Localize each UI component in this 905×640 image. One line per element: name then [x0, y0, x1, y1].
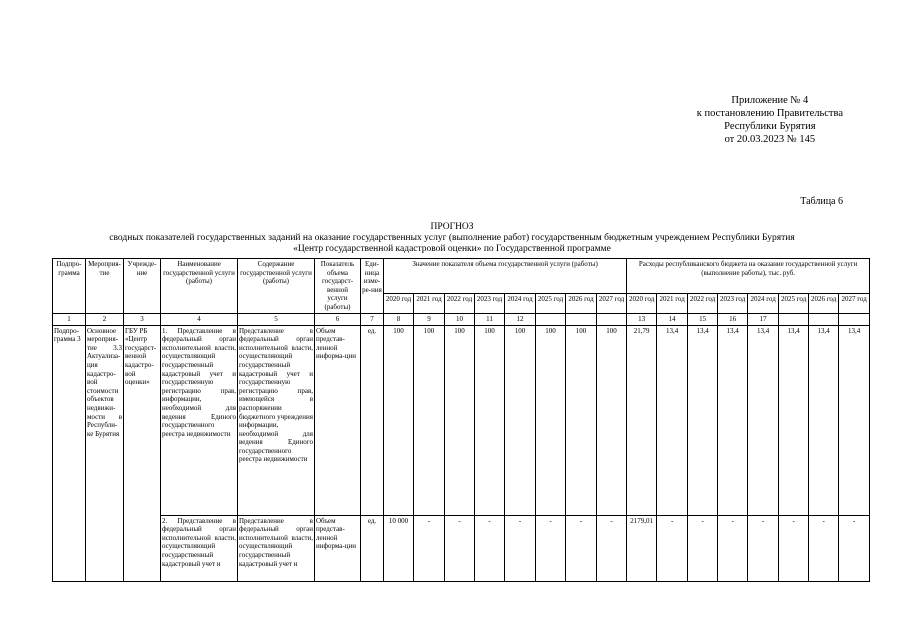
appendix-line-3: Республики Бурятия: [724, 121, 816, 132]
header-expense-year: 2027 год: [839, 293, 870, 313]
header-unit: Еди-ница изме-ре-ния: [361, 259, 384, 314]
cell-expense: 13,4: [657, 325, 688, 515]
column-number: 16: [718, 313, 748, 325]
title-line-1: ПРОГНОЗ: [430, 222, 474, 232]
header-volume-year: 2022 год: [445, 293, 475, 313]
cell-volume: 100: [536, 325, 566, 515]
cell-expense: -: [779, 515, 809, 581]
cell-volume: -: [445, 515, 475, 581]
appendix-line-1: Приложение № 4: [731, 95, 809, 106]
cell-institution: ГБУ РБ «Центр государст-венной кадастро-вой оценки»: [124, 325, 161, 581]
cell-volume: 100: [505, 325, 536, 515]
column-number: [839, 313, 870, 325]
header-subprogram: Подпро-грамма: [53, 259, 86, 314]
cell-volume: 100: [597, 325, 627, 515]
cell-service-content: Представление в федеральный орган исполнительной власти, осуществляющий государственный кадастровый учет и: [238, 515, 315, 581]
column-number: 2: [86, 313, 124, 325]
document-title: [52, 222, 852, 255]
column-number: 14: [657, 313, 688, 325]
cell-unit: ед.: [361, 515, 384, 581]
cell-volume: 100: [384, 325, 414, 515]
header-volume-year: 2026 год: [566, 293, 597, 313]
header-expense-year: 2022 год: [688, 293, 718, 313]
column-number: 10: [445, 313, 475, 325]
cell-expense: -: [839, 515, 870, 581]
title-line-3: «Центр государственной кадастровой оценки» по Государственной программе: [293, 244, 611, 254]
column-number: 17: [748, 313, 779, 325]
column-number: 3: [124, 313, 161, 325]
header-expense-group: Расходы республиканского бюджета на оказание государственной услуги (выполнение работы), тыс. руб.: [627, 259, 870, 294]
cell-expense: -: [748, 515, 779, 581]
header-institution: Учрежде-ние: [124, 259, 161, 314]
cell-subprogram: Подпро-грамма 3: [53, 325, 86, 581]
column-number: [809, 313, 839, 325]
cell-volume: -: [566, 515, 597, 581]
cell-volume: 100: [566, 325, 597, 515]
column-number: [566, 313, 597, 325]
cell-expense: -: [657, 515, 688, 581]
cell-measure: Основное мероприя-тие 3.3 Актуализа-ция кадастро-вой стоимости объектов недвижи-мости в Республи-ке Бурятия: [86, 325, 124, 581]
column-number: 7: [361, 313, 384, 325]
cell-volume: -: [536, 515, 566, 581]
cell-volume: 10 000: [384, 515, 414, 581]
cell-indicator: Объем представ-ленной информа-ции: [315, 515, 361, 581]
column-number: 6: [315, 313, 361, 325]
cell-expense: 2179,01: [627, 515, 657, 581]
cell-volume: 100: [475, 325, 505, 515]
header-expense-year: 2021 год: [657, 293, 688, 313]
cell-expense: -: [809, 515, 839, 581]
cell-volume: -: [505, 515, 536, 581]
cell-expense: 13,4: [718, 325, 748, 515]
cell-expense: 13,4: [809, 325, 839, 515]
header-volume-year: 2027 год: [597, 293, 627, 313]
cell-expense: -: [688, 515, 718, 581]
cell-expense: 13,4: [748, 325, 779, 515]
column-number: 8: [384, 313, 414, 325]
column-number: 13: [627, 313, 657, 325]
column-number: 15: [688, 313, 718, 325]
header-row-1: [53, 259, 870, 294]
cell-service-name: 1. Представление в федеральный орган исполнительной власти, осуществляющий государственный кадастровый учет и государственную регистрацию прав, информации, необходимой для ведения Единого государственного реестра недвижимости: [161, 325, 238, 515]
cell-expense: 13,4: [779, 325, 809, 515]
header-volume-year: 2020 год: [384, 293, 414, 313]
header-volume-year: 2025 год: [536, 293, 566, 313]
header-expense-year: 2020 год: [627, 293, 657, 313]
column-number: [779, 313, 809, 325]
cell-expense: 13,4: [839, 325, 870, 515]
cell-service-name: 2. Представление в федеральный орган исполнительной власти, осуществляющий государственный кадастровый учет и: [161, 515, 238, 581]
header-indicator: Показатель объема государст-венной услуги (работы): [315, 259, 361, 314]
header-expense-year: 2026 год: [809, 293, 839, 313]
column-number: 9: [414, 313, 445, 325]
appendix-block: [697, 94, 843, 146]
column-number: [597, 313, 627, 325]
header-expense-year: 2023 год: [718, 293, 748, 313]
header-volume-year: 2024 год: [505, 293, 536, 313]
column-number: 1: [53, 313, 86, 325]
forecast-table: [52, 258, 870, 582]
cell-volume: 100: [445, 325, 475, 515]
header-volume-year: 2023 год: [475, 293, 505, 313]
header-service-content: Содержание государственной услуги (работы): [238, 259, 315, 314]
column-number: 4: [161, 313, 238, 325]
cell-unit: ед.: [361, 325, 384, 515]
header-volume-group: Значение показателя объема государственной услуги (работы): [384, 259, 627, 294]
cell-expense: 21,79: [627, 325, 657, 515]
table-row: [53, 515, 870, 581]
title-line-2: сводных показателей государственных заданий на оказание государственных услуг (выполнение работ) государственным бюджетным учреждением Республики Бурятия: [109, 233, 795, 243]
column-number-row: [53, 313, 870, 325]
cell-volume: -: [475, 515, 505, 581]
header-measure: Мероприя-тие: [86, 259, 124, 314]
cell-volume: 100: [414, 325, 445, 515]
header-service-name: Наименование государственной услуги (работы): [161, 259, 238, 314]
cell-volume: -: [597, 515, 627, 581]
column-number: 11: [475, 313, 505, 325]
column-number: 12: [505, 313, 536, 325]
cell-expense: -: [718, 515, 748, 581]
appendix-line-4: от 20.03.2023 № 145: [724, 134, 816, 145]
table-row: [53, 325, 870, 515]
cell-volume: -: [414, 515, 445, 581]
column-number: [536, 313, 566, 325]
header-expense-year: 2025 год: [779, 293, 809, 313]
cell-service-content: Представление в федеральный орган исполнительной власти, осуществляющий государственный кадастровый учет и государственную регистрацию прав, имеющейся в распоряжении бюджетного учреждения информации, необходимой для ведения Единого государственного реестра недвижимости: [238, 325, 315, 515]
header-expense-year: 2024 год: [748, 293, 779, 313]
cell-indicator: Объем представ-ленной информа-ции: [315, 325, 361, 515]
appendix-line-2: к постановлению Правительства: [696, 108, 843, 119]
column-number: 5: [238, 313, 315, 325]
cell-expense: 13,4: [688, 325, 718, 515]
table-label: Таблица 6: [800, 196, 843, 207]
header-volume-year: 2021 год: [414, 293, 445, 313]
